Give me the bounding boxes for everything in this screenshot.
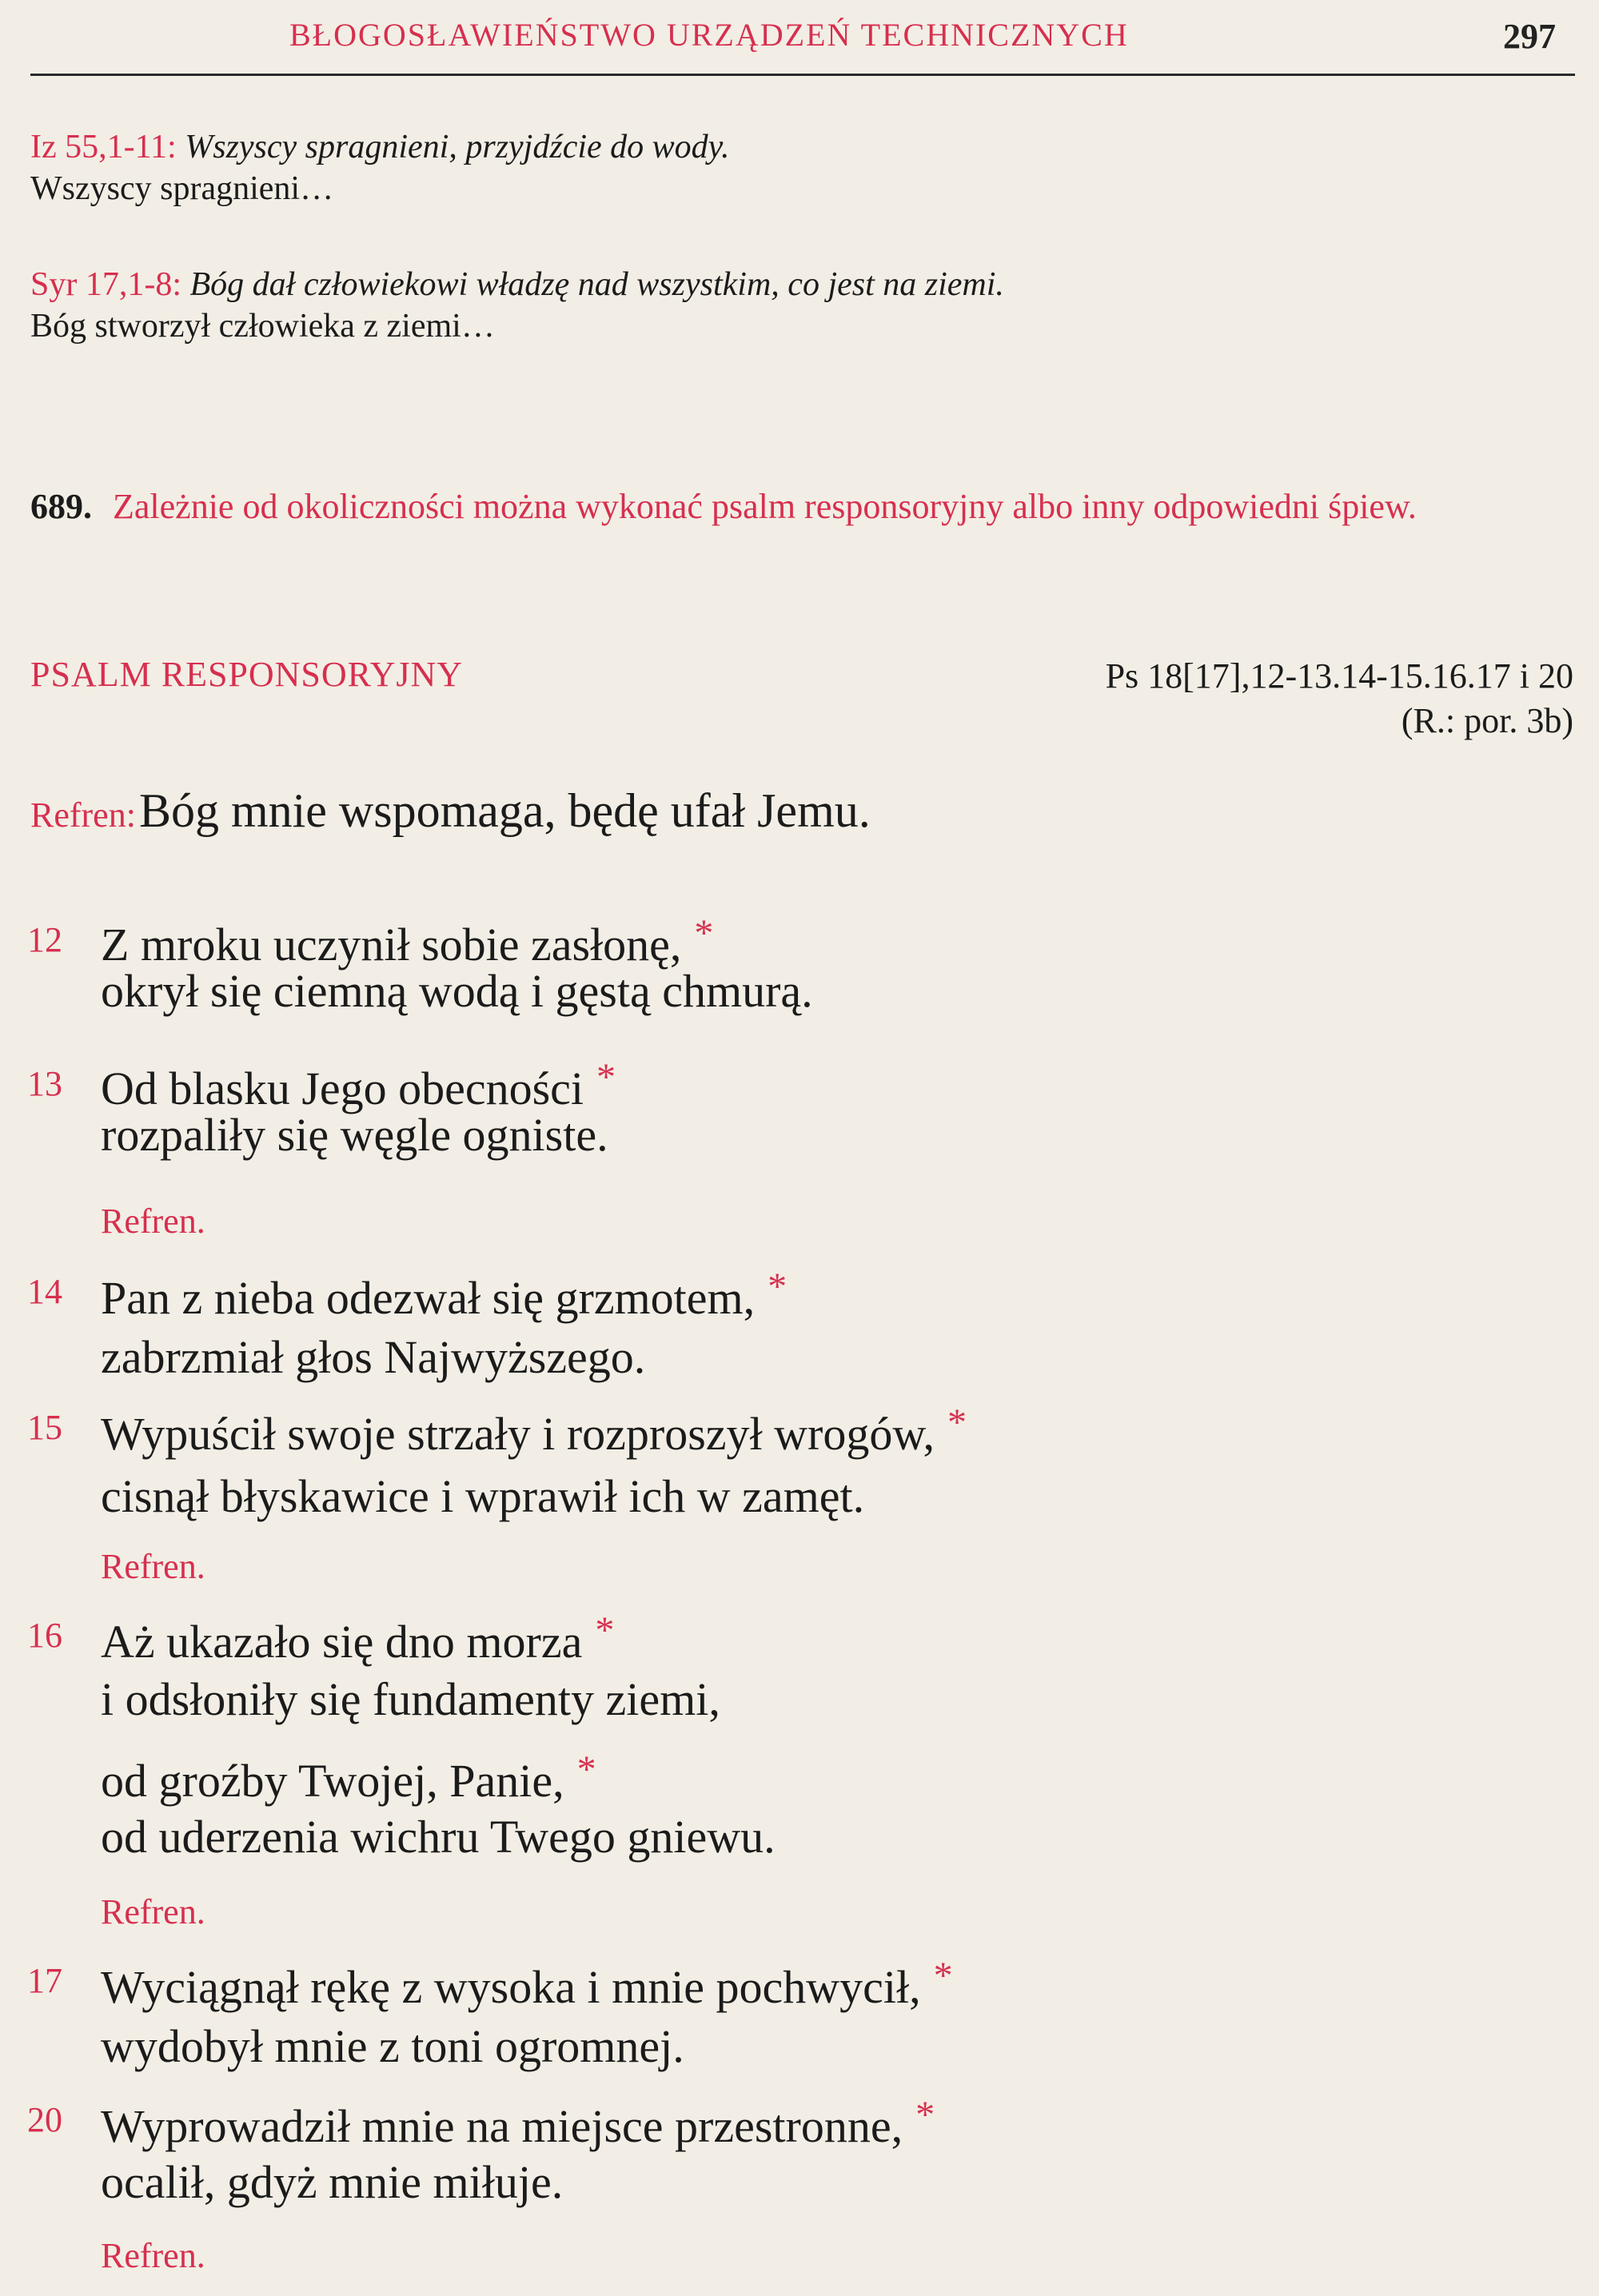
- psalm-line-text: Aż ukazało się dno morza: [101, 1616, 583, 1668]
- psalm-line-text: od uderzenia wichru Twego gniewu.: [101, 1811, 776, 1863]
- psalm-line-text: okrył się ciemną wodą i gęstą chmurą.: [101, 965, 813, 1017]
- psalm-line-text: ocalił, gdyż mnie miłuje.: [101, 2156, 564, 2208]
- verse-number: 13: [27, 1064, 62, 1103]
- star-mark: *: [768, 1266, 788, 1308]
- psalm-line-text: od groźby Twojej, Panie,: [101, 1755, 564, 1807]
- star-mark: *: [694, 912, 714, 955]
- refrain-intro: [30, 783, 871, 839]
- psalm-line: [101, 1105, 608, 1166]
- psalm-line: [101, 1327, 645, 1388]
- rubric-689: [30, 484, 1575, 529]
- psalm-line-text: i odsłoniły się fundamenty ziemi,: [101, 1673, 720, 1725]
- reading-title: Wszyscy spragnieni, przyjdźcie do wody.: [185, 129, 730, 165]
- psalm-line: [101, 2085, 935, 2157]
- psalm-heading: PSALM RESPONSORYJNY: [30, 655, 464, 694]
- psalm-line: [101, 1257, 787, 1329]
- verse-number: 16: [27, 1616, 62, 1655]
- reading-sirach: [30, 264, 1004, 347]
- psalm-line-text: wydobył mnie z toni ogromnej.: [101, 2020, 684, 2072]
- star-mark: *: [933, 1955, 953, 1997]
- reading-reference: Syr 17,1-8:: [30, 266, 181, 303]
- psalm-line-text: rozpaliły się węgle ogniste.: [101, 1109, 608, 1161]
- refrain-marker: Refren.: [101, 2236, 205, 2275]
- psalm-line: [101, 1393, 967, 1465]
- star-mark: *: [596, 1056, 616, 1098]
- reading-title: Bóg dał człowiekowi władzę nad wszystkim, co jest na ziemi.: [189, 266, 1004, 303]
- psalm-line: [101, 961, 813, 1022]
- running-title: BŁOGOSŁAWIEŃSTWO URZĄDZEŃ TECHNICZNYCH: [289, 17, 1129, 53]
- psalm-line-text: Pan z nieba odezwał się grzmotem,: [101, 1272, 756, 1324]
- psalm-reference-block: [1106, 654, 1573, 743]
- psalm-line: [101, 1946, 953, 2018]
- verse-number: 12: [27, 920, 62, 959]
- verse-number: 17: [27, 1961, 62, 2000]
- verse-number: 15: [27, 1408, 62, 1447]
- refrain-label: Refren:: [30, 795, 136, 835]
- psalm-refrain-reference: (R.: por. 3b): [1401, 701, 1573, 740]
- refrain-marker: Refren.: [101, 1547, 205, 1586]
- reading-isaiah: [30, 126, 729, 209]
- rubric-number: 689.: [30, 487, 92, 526]
- refrain-marker: Refren.: [101, 1202, 205, 1241]
- psalm-line: [101, 1466, 864, 1527]
- verse-number: 20: [27, 2100, 62, 2139]
- reading-incipit: Bóg stworzył człowieka z ziemi…: [30, 308, 495, 345]
- refrain-text: Bóg mnie wspomaga, będę ufał Jemu.: [138, 784, 871, 837]
- psalm-line-text: Wyciągnął rękę z wysoka i mnie pochwycił,: [101, 1961, 921, 2013]
- psalm-line: [101, 1740, 596, 1812]
- psalm-line: [101, 2016, 684, 2077]
- psalm-line: [101, 1669, 720, 1730]
- psalm-line: [101, 1600, 614, 1672]
- verse-number: 14: [27, 1272, 62, 1311]
- reading-reference: Iz 55,1-11:: [30, 129, 177, 165]
- psalm-line-text: Wypuścił swoje strzały i rozproszył wrogów,: [101, 1408, 935, 1460]
- refrain-marker: Refren.: [101, 1892, 205, 1931]
- header-rule: [30, 74, 1575, 76]
- rubric-text: Zależnie od okoliczności można wykonać psalm responsoryjny albo inny odpowiedni śpiew.: [113, 487, 1417, 526]
- psalm-reference: Ps 18[17],12-13.14-15.16.17 i 20: [1105, 656, 1573, 696]
- psalm-line-text: Z mroku uczynił sobie zasłonę,: [101, 919, 682, 971]
- psalm-line-text: Od blasku Jego obecności: [101, 1062, 584, 1114]
- star-mark: *: [595, 1609, 615, 1652]
- psalm-line: [101, 1807, 776, 1867]
- star-mark: *: [947, 1401, 967, 1444]
- reading-incipit: Wszyscy spragnieni…: [30, 170, 334, 207]
- star-mark: *: [915, 2094, 935, 2136]
- page-number: 297: [1503, 17, 1556, 56]
- psalm-line-text: Wyprowadził mnie na miejsce przestronne,: [101, 2100, 903, 2152]
- star-mark: *: [576, 1748, 596, 1791]
- psalm-line-text: zabrzmiał głos Najwyższego.: [101, 1331, 646, 1383]
- psalm-line-text: cisnął błyskawice i wprawił ich w zamęt.: [101, 1470, 865, 1522]
- psalm-line: [101, 2152, 563, 2213]
